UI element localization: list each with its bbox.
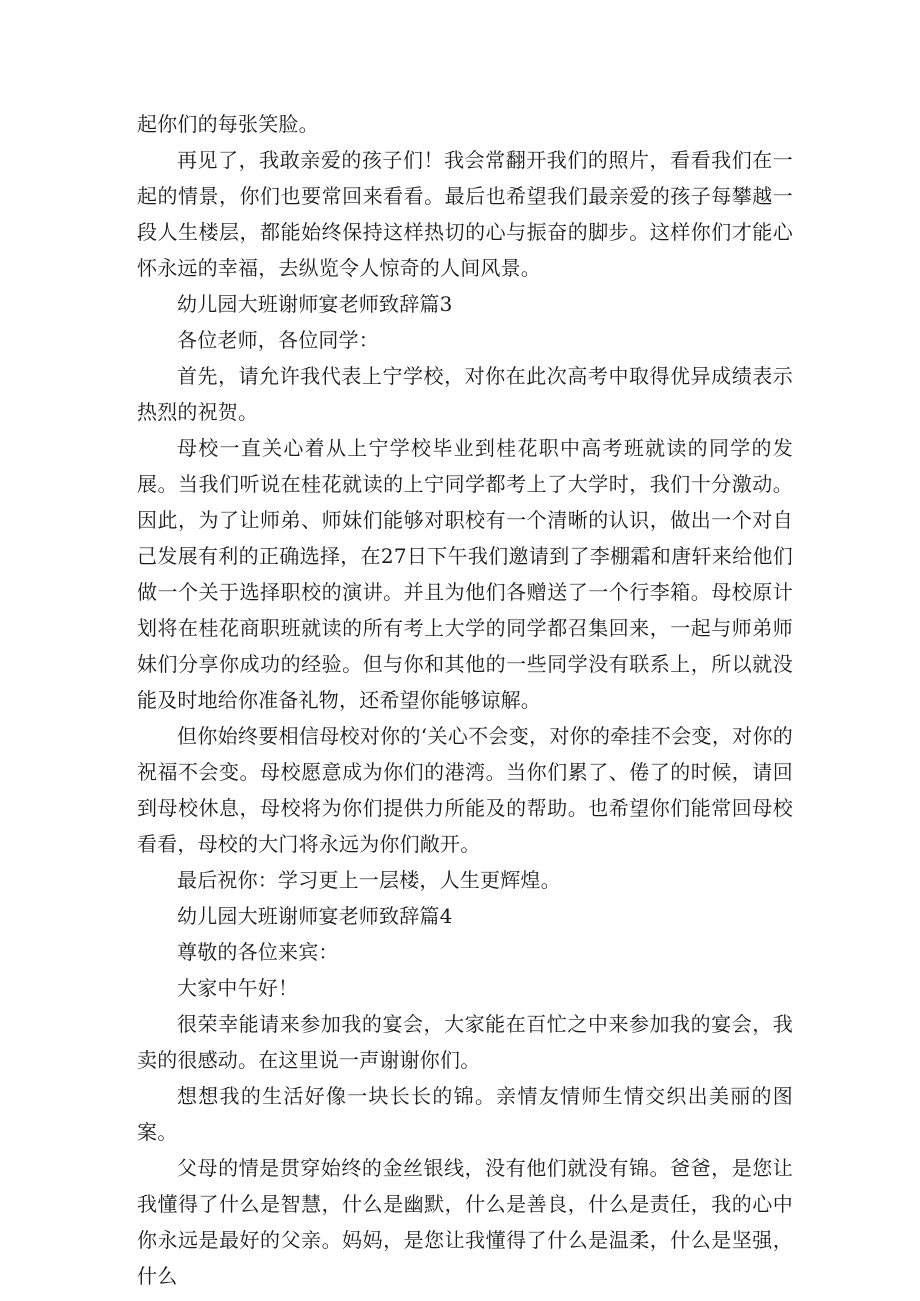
- paragraph: 很荣幸能请来参加我的宴会，大家能在百忙之中来参加我的宴会，我卖的很感动。在这里说一声谢谢你们。: [137, 1012, 793, 1072]
- paragraph: 母校一直关心着从上宁学校毕业到桂花职中高考班就读的同学的发展。当我们听说在桂花就读的上宁同学都考上了大学时，我们十分激动。因此，为了让师弟、师妹们能够对职校有一个清晰的认识，做出一个对自己发展有利的正确选择，在27日下午我们邀请到了李棚霜和唐轩来给他们做一个关于选择职校的演讲。并且为他们各赠送了一个行李箱。母校原计划将在桂花商职班就读的所有考上大学的同学都召集回来，一起与师弟师妹们分享你成功的经验。但与你和其他的一些同学没有联系上，所以就没能及时地给你准备礼物，还希望你能够谅解。: [137, 436, 793, 712]
- paragraph: 首先，请允许我代表上宁学校，对你在此次高考中取得优异成绩表示热烈的祝贺。: [137, 364, 793, 424]
- section-heading: 幼儿园大班谢师宴老师致辞篇4: [177, 904, 453, 928]
- salutation: 尊敬的各位来宾：: [177, 940, 339, 964]
- paragraph: 再见了，我敢亲爱的孩子们！我会常翻开我们的照片，看看我们在一起的情景，你们也要常回来看看。最后也希望我们最亲爱的孩子每攀越一段人生楼层，都能始终保持这样热切的心与振奋的脚步。这样你们才能心怀永远的幸福，去纵览令人惊奇的人间风景。: [137, 148, 793, 280]
- section-heading: 幼儿园大班谢师宴老师致辞篇3: [177, 292, 453, 316]
- salutation: 各位老师，各位同学：: [177, 328, 379, 352]
- paragraph: 起你们的每张笑脸。: [137, 112, 319, 136]
- paragraph: 想想我的生活好像一块长长的锦。亲情友情师生情交织出美丽的图案。: [137, 1084, 793, 1144]
- greeting: 大家中午好！: [177, 976, 299, 1000]
- document-body: [137, 106, 793, 1294]
- paragraph: 父母的情是贯穿始终的金丝银线，没有他们就没有锦。爸爸，是您让我懂得了什么是智慧，什么是幽默，什么是善良，什么是责任，我的心中你永远是最好的父亲。妈妈，是您让我懂得了什么是温柔，什么是坚强，什么: [137, 1156, 793, 1288]
- paragraph: 最后祝你：学习更上一层楼，人生更辉煌。: [177, 868, 561, 892]
- paragraph: 但你始终要相信母校对你的‘关心不会变，对你的牵挂不会变，对你的祝福不会变。母校愿意成为你们的港湾。当你们累了、倦了的时候，请回到母校休息，母校将为你们提供力所能及的帮助。也希望你们能常回母校看看，母校的大门将永远为你们敞开。: [137, 724, 793, 856]
